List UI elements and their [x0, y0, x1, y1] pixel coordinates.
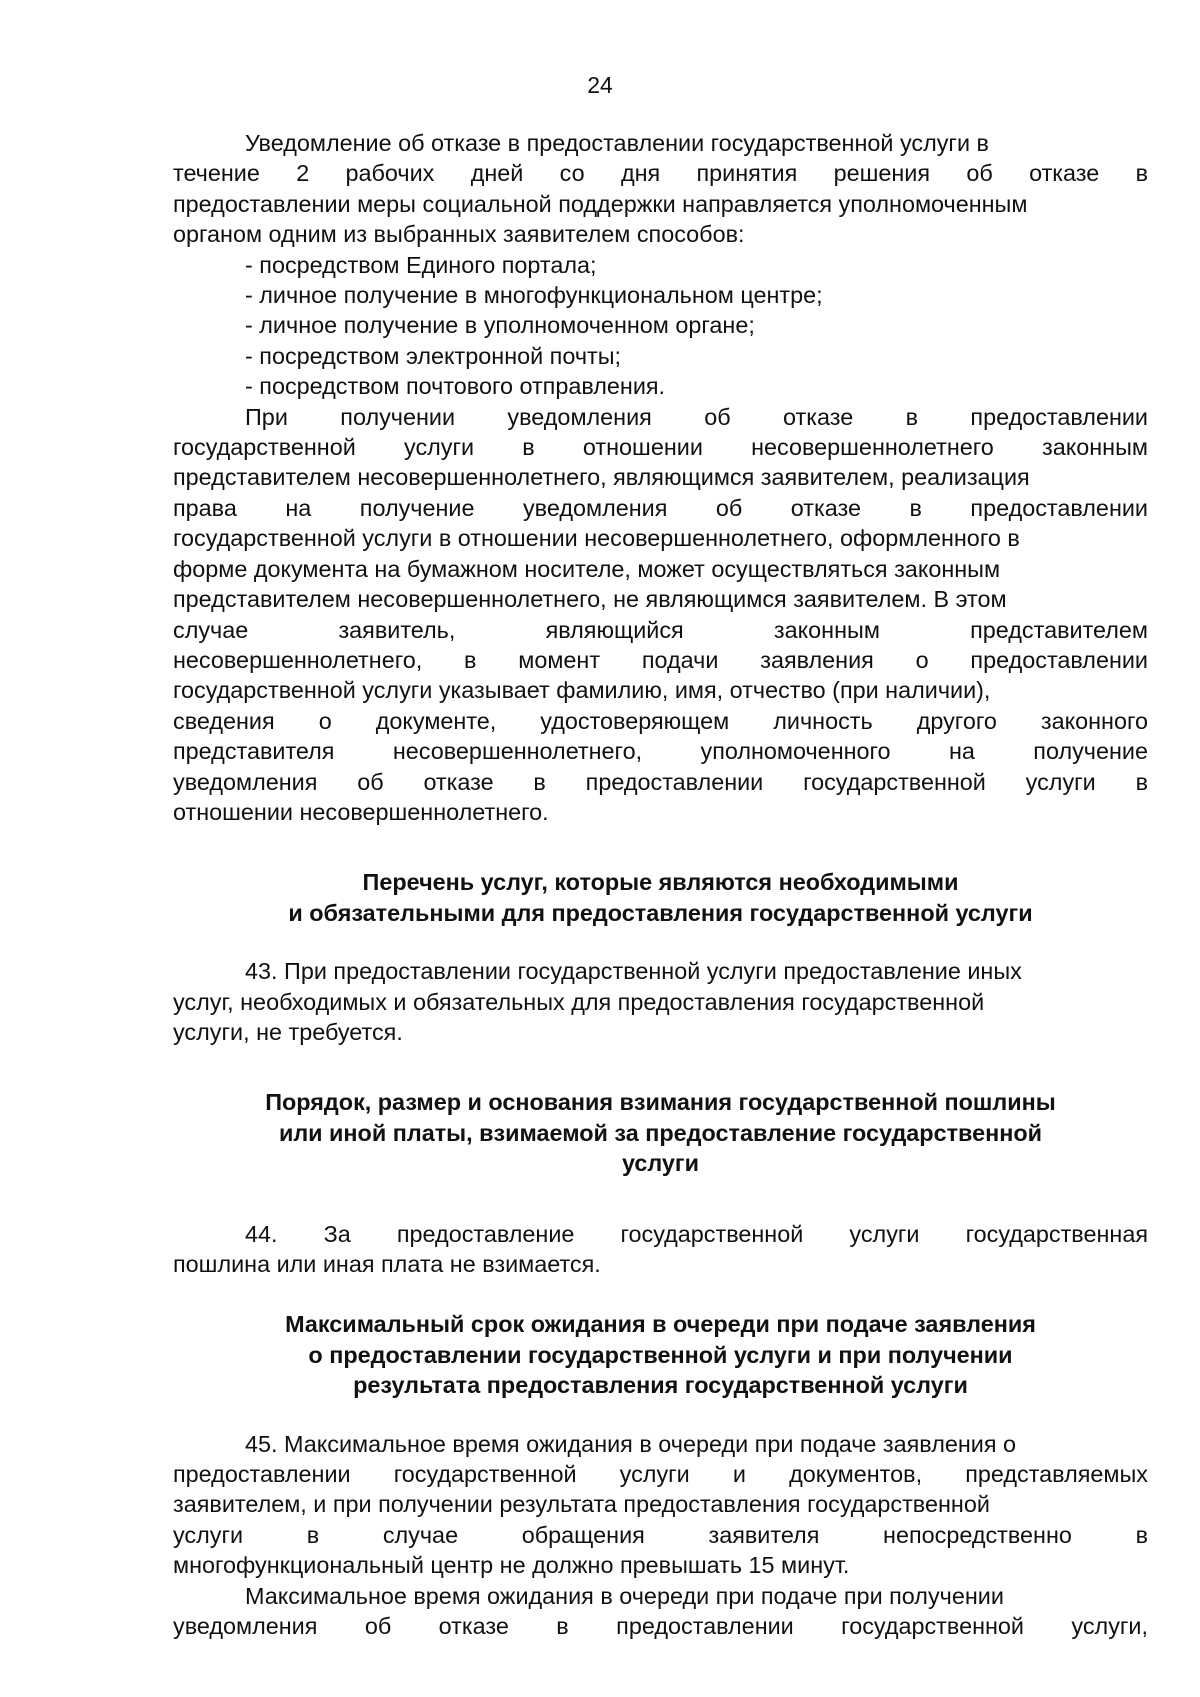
list-item: - посредством электронной почты; — [245, 342, 622, 369]
paragraph-44 — [173, 1219, 1148, 1280]
list-item: - посредством почтового отправления. — [245, 373, 666, 400]
text-line: заявителем, и при получении результата предоставления государственной — [173, 1491, 990, 1518]
text-line: органом одним из выбранных заявителем способов: — [173, 221, 745, 248]
list-item: - личное получение в многофункциональном центре; — [245, 282, 823, 309]
text-line: услуги, не требуется. — [173, 1018, 403, 1045]
text-line: услуги в случае обращения заявителя непосредственно в — [173, 1521, 1148, 1548]
text-line: При получении уведомления об отказе в предоставлении — [245, 403, 1148, 430]
paragraph-43 — [173, 956, 1148, 1047]
text-line: пошлина или иная плата не взимается. — [173, 1251, 601, 1277]
paragraph-45 — [173, 1429, 1148, 1581]
delivery-methods-list — [173, 250, 1148, 402]
heading-line: услуги — [621, 1150, 700, 1177]
text-line: отношении несовершеннолетнего. — [173, 798, 549, 825]
section-heading-max-waiting-time — [173, 1309, 1148, 1400]
heading-line: результата предоставления государственной услуги — [353, 1372, 968, 1399]
text-line: представителем несовершеннолетнего, не являющимся заявителем. В этом — [173, 586, 1007, 613]
text-line: несовершеннолетнего, в момент подачи заявления о предоставлении — [173, 646, 1148, 673]
heading-line: или иной платы, взимаемой за предоставление государственной — [278, 1119, 1043, 1146]
text-line: течение 2 рабочих дней со дня принятия решения об отказе в — [173, 160, 1148, 187]
list-item: - посредством Единого портала; — [245, 251, 597, 278]
text-line: услуг, необходимых и обязательных для предоставления государственной — [173, 988, 985, 1015]
heading-line: о предоставлении государственной услуги и при получении — [308, 1341, 1013, 1368]
text-line: предоставлении меры социальной поддержки направляется уполномоченным — [173, 190, 1028, 217]
text-line: уведомления об отказе в предоставлении государственной услуги в — [173, 768, 1148, 795]
page-number: 24 — [587, 72, 613, 98]
text-line: Максимальное время ожидания в очереди при подаче при получении — [245, 1582, 1004, 1609]
text-line: Уведомление об отказе в предоставлении государственной услуги в — [245, 130, 989, 156]
paragraph-46 — [173, 1581, 1148, 1642]
text-line: государственной услуги указывает фамилию, имя, отчество (при наличии), — [173, 677, 991, 704]
paragraph-refusal-notice — [173, 128, 1148, 250]
paragraph-minor-representative — [173, 402, 1148, 828]
heading-line: Перечень услуг, которые являются необходимыми — [362, 869, 959, 896]
text-line: государственной услуги в отношении несовершеннолетнего, оформленного в — [173, 525, 1020, 552]
text-line: уведомления об отказе в предоставлении государственной услуги, — [173, 1613, 1148, 1640]
text-line: 44. За предоставление государственной услуги государственная — [245, 1220, 1148, 1247]
text-line: права на получение уведомления об отказе в предоставлении — [173, 494, 1148, 521]
document-body — [173, 128, 1148, 1641]
text-line: 45. Максимальное время ожидания в очереди при подаче заявления о — [245, 1430, 1017, 1457]
heading-line: и обязательными для предоставления государственной услуги — [288, 899, 1033, 926]
text-line: представителем несовершеннолетнего, являющимся заявителем, реализация — [173, 464, 1030, 491]
text-line: сведения о документе, удостоверяющем личность другого законного — [173, 707, 1148, 734]
heading-line: Максимальный срок ожидания в очереди при подаче заявления — [285, 1311, 1036, 1338]
section-heading-required-services — [173, 867, 1148, 928]
heading-line: Порядок, размер и основания взимания государственной пошлины — [265, 1089, 1056, 1116]
text-line: предоставлении государственной услуги и документов, представляемых — [173, 1461, 1148, 1488]
text-line: 43. При предоставлении государственной услуги предоставление иных — [245, 958, 1022, 985]
section-heading-state-fee — [173, 1087, 1148, 1178]
text-line: многофункциональный центр не должно превышать 15 минут. — [173, 1552, 850, 1579]
text-line: случае заявитель, являющийся законным представителем — [173, 616, 1148, 643]
text-line: форме документа на бумажном носителе, может осуществляться законным — [173, 555, 1001, 582]
text-line: государственной услуги в отношении несовершеннолетнего законным — [173, 434, 1148, 461]
text-line: представителя несовершеннолетнего, уполномоченного на получение — [173, 738, 1148, 765]
list-item: - личное получение в уполномоченном органе; — [245, 312, 755, 339]
